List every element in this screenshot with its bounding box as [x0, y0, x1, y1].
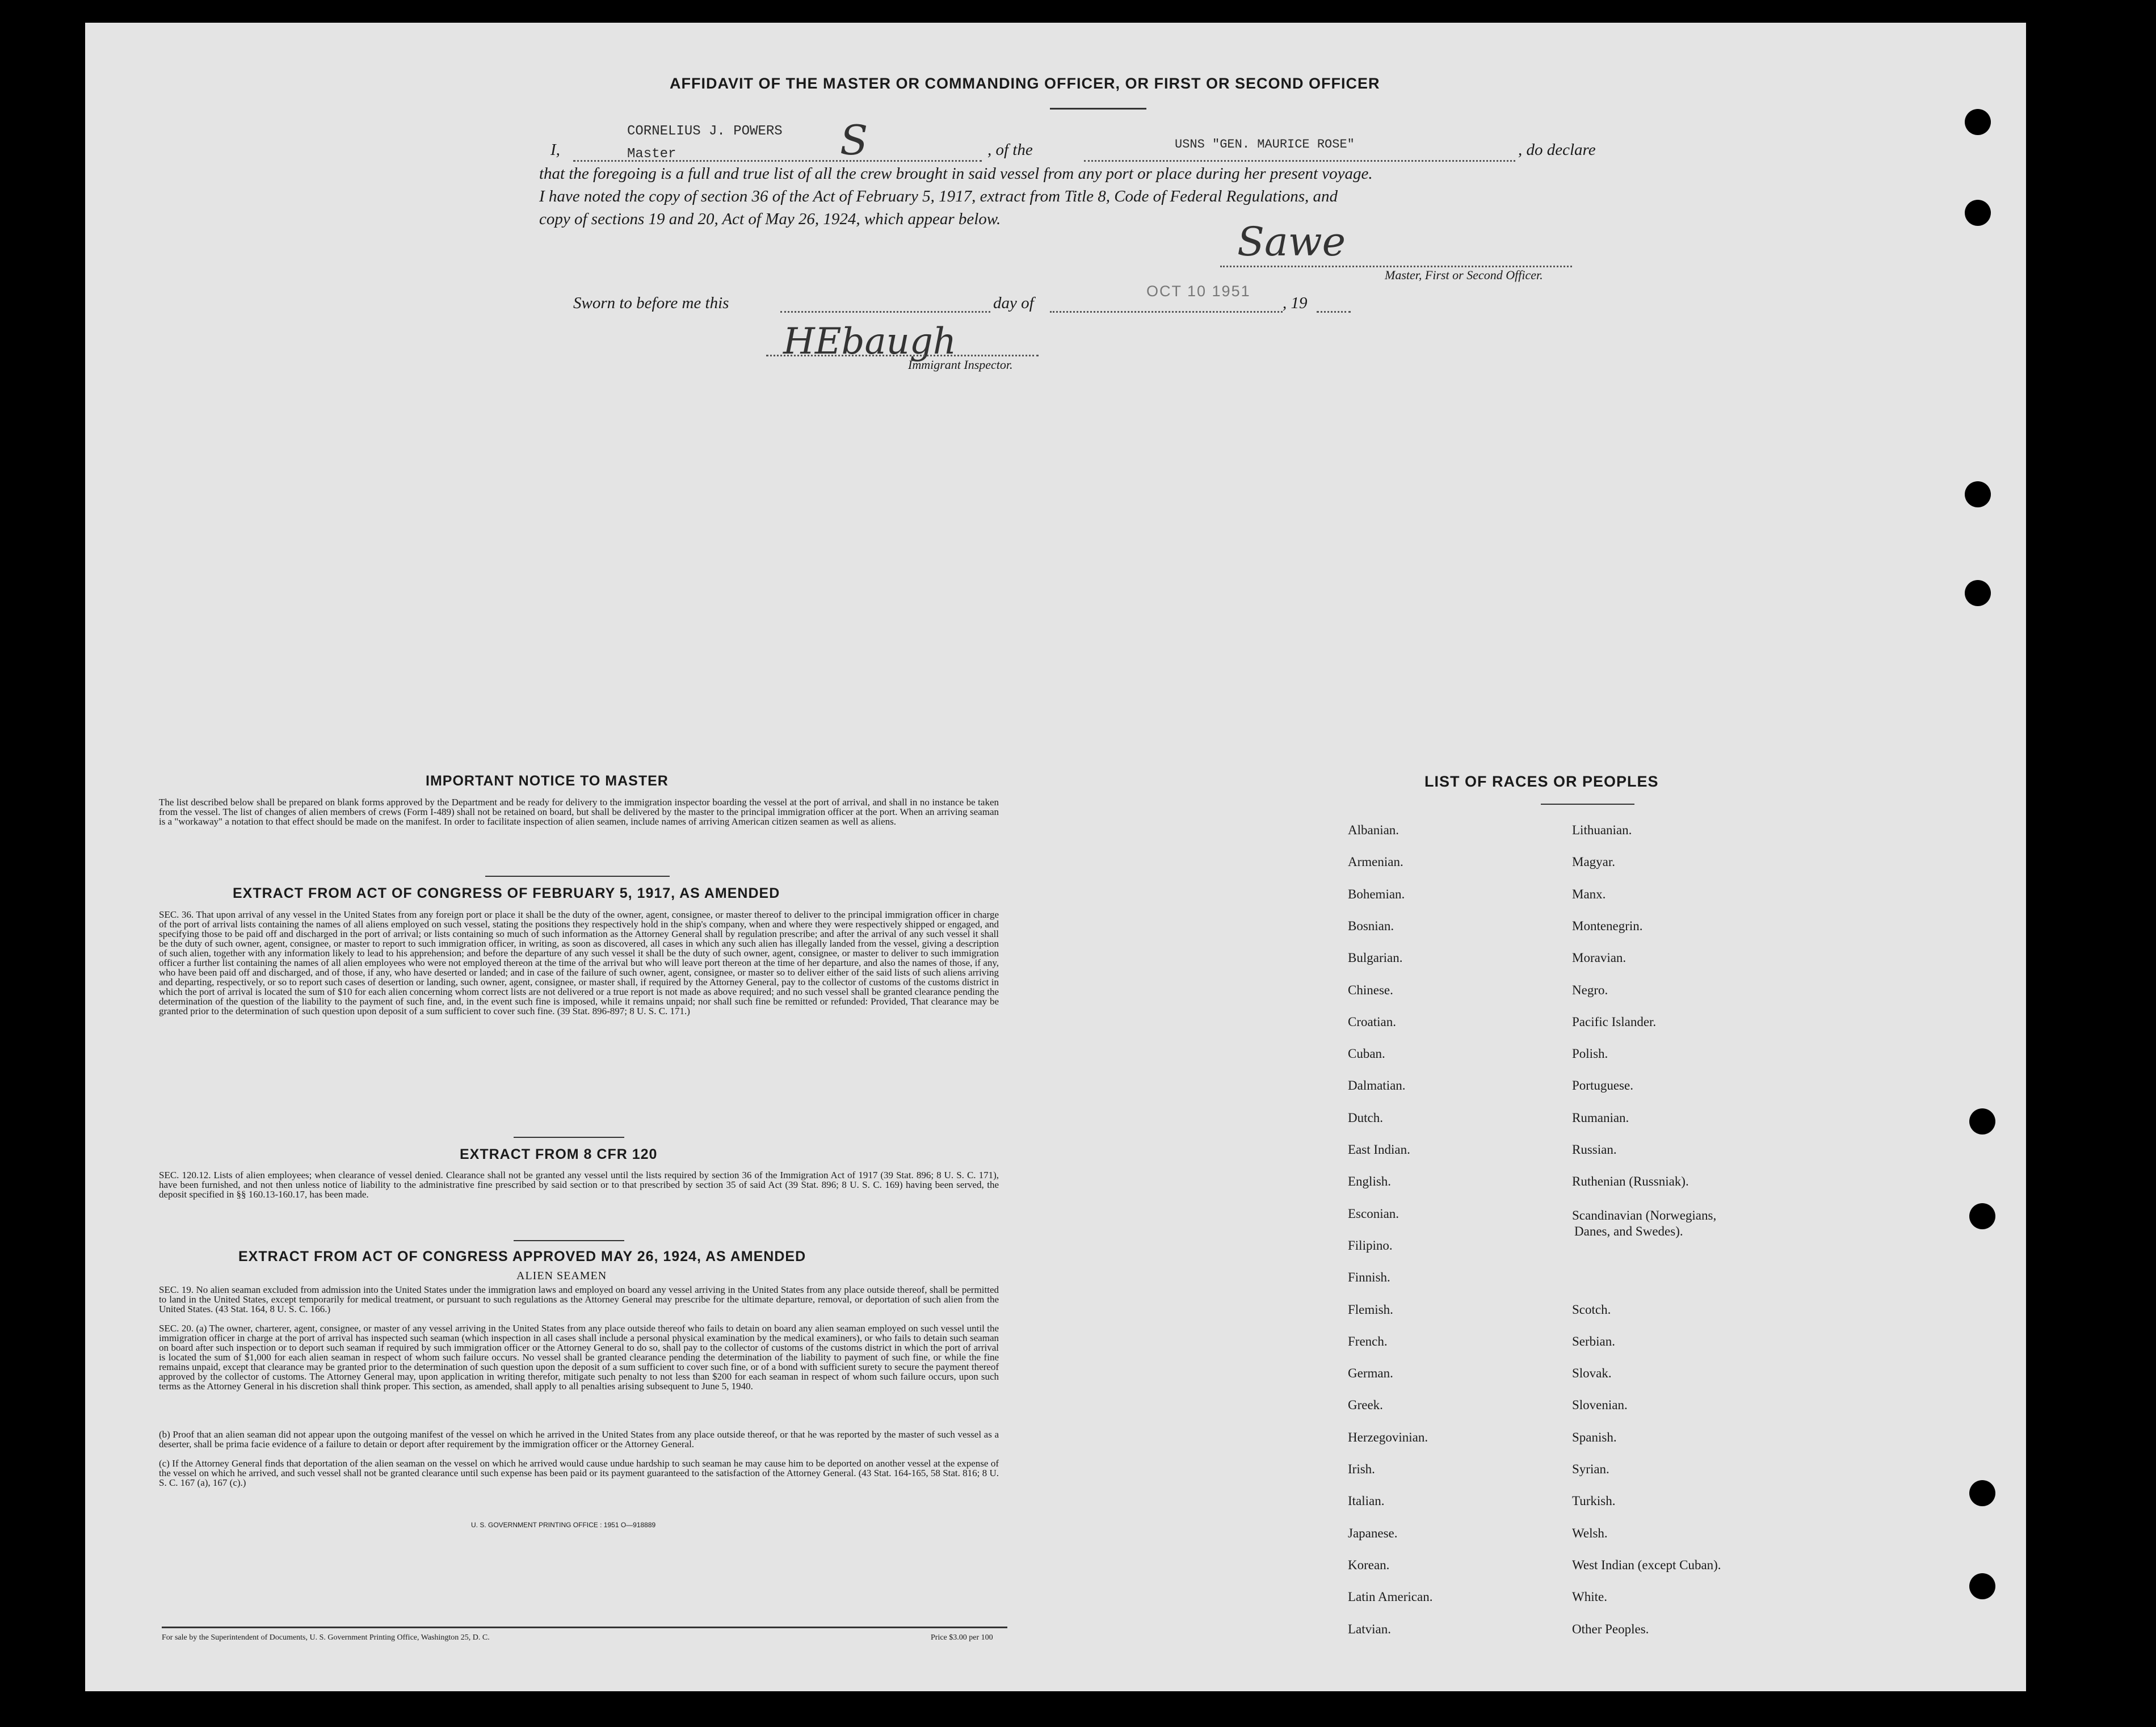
race-item: Latin American. [1348, 1590, 1433, 1604]
alien-seamen-subtitle: ALIEN SEAMEN [516, 1270, 607, 1282]
race-item: Ruthenian (Russniak). [1572, 1174, 1689, 1189]
race-item: Pacific Islander. [1572, 1014, 1657, 1029]
master-signature-line [1220, 266, 1572, 267]
sec20c-text: (c) If the Attorney General finds that deportation of the alien seaman on the vessel on which he arrived would cause undue hardship to such seaman he may cause him to be deported on another vessel at the expense of the vessel on which he arrived, and such vessel shall not be granted clearance until such expense has been paid or its payment guaranteed to the satisfaction of the Attorney General. (43 Stat. 164-165, 58 Stat. 816; 8 U. S. C. 167 (a), 167 (c).) [159, 1458, 999, 1488]
race-item: Dutch. [1348, 1110, 1383, 1125]
race-item: Dalmatian. [1348, 1078, 1406, 1093]
race-item: Bosnian. [1348, 918, 1394, 933]
binder-hole [1969, 1203, 1995, 1229]
race-item: East Indian. [1348, 1142, 1410, 1157]
extractcfr-title: EXTRACT FROM 8 CFR 120 [460, 1146, 658, 1162]
race-item: Other Peoples. [1572, 1621, 1649, 1636]
race-item: Manx. [1572, 886, 1606, 901]
race-item: Scandinavian (Norwegians, [1572, 1208, 1717, 1222]
race-item: Slovak. [1572, 1366, 1612, 1381]
inspector-caption: Immigrant Inspector. [908, 358, 1013, 372]
binder-hole [1969, 1480, 1995, 1506]
affidavit-line1: that the foregoing is a full and true list of all the crew brought in said vessel from any port or place during her present voyage. [539, 165, 1373, 183]
race-item: Lithuanian. [1572, 823, 1632, 837]
race-item: White. [1572, 1590, 1607, 1604]
date-stamp: OCT 10 1951 [1146, 283, 1251, 300]
extract1924-title: EXTRACT FROM ACT OF CONGRESS APPROVED MAY 26, 1924, AS AMENDED [238, 1249, 806, 1264]
do-declare-text: , do declare [1518, 141, 1596, 159]
race-item: Bulgarian. [1348, 951, 1403, 965]
race-item: Russian. [1572, 1142, 1617, 1157]
race-item: Spanish. [1572, 1430, 1617, 1444]
race-item: Greek. [1348, 1398, 1383, 1413]
footer-rule [162, 1627, 1007, 1628]
notice-title: IMPORTANT NOTICE TO MASTER [426, 773, 669, 789]
race-item: Montenegrin. [1572, 918, 1643, 933]
race-item: Latvian. [1348, 1621, 1391, 1636]
binder-hole [1969, 1108, 1995, 1134]
race-item: Scotch. [1572, 1302, 1611, 1317]
footer-sale: For sale by the Superintendent of Documents, U. S. Government Printing Office, Washington 25, D. C. [162, 1633, 490, 1642]
race-item: Armenian. [1348, 855, 1403, 869]
footer-price: Price $3.00 per 100 [931, 1633, 993, 1642]
binder-hole [1969, 1573, 1995, 1599]
binder-hole [1965, 200, 1991, 226]
race-item: Rumanian. [1572, 1110, 1629, 1125]
sec20a-text: SEC. 20. (a) The owner, charterer, agent, consignee, or master of any vessel arriving in the United States from any place outside thereof who fails to detain on board any alien seaman employed on such vessel until the immigration officer in charge at the port of arrival has inspected such seaman (which inspection in all cases shall include a personal physical examination by the medical examiners), or who fails to detain such seaman on board after such inspection or to deport such seaman if required by such immigration officer or the Attorney General to do so, shall pay to the collector of customs of the customs district in which the port of arrival is located the sum of $1,000 for each alien seaman in respect of whom such failure occurs. No vessel shall be granted clearance pending the determination of the liability to payment of such fine, or while the fine remains unpaid, except that clearance may be granted prior to the determination of such question upon the deposit of a sum sufficient to cover such fine, or of a bond with sufficient surety to secure the payment thereof approved by the collector of customs. The Attorney General may, upon application in writing therefor, mitigate such penalty to not less than $200 for each seaman in respect of whom such failure occurs, upon such terms as the Attorney General in his discretion shall think proper. This section, as amended, shall apply to all penalties arising subsequent to June 5, 1940. [159, 1323, 999, 1392]
master-name: CORNELIUS J. POWERS [627, 124, 783, 139]
race-item: Croatian. [1348, 1014, 1396, 1029]
binder-hole [1965, 580, 1991, 606]
extract1917-title: EXTRACT FROM ACT OF CONGRESS OF FEBRUARY 5, 1917, AS AMENDED [233, 885, 780, 901]
race-item: Japanese. [1348, 1526, 1398, 1540]
sworn-day-line [780, 311, 990, 313]
race-item: French. [1348, 1334, 1388, 1348]
master-signature: Sawe [1237, 218, 1346, 265]
master-signature-initial: S [840, 116, 868, 164]
race-item: Korean. [1348, 1557, 1390, 1572]
race-item: Flemish. [1348, 1302, 1393, 1317]
inspector-signature-line [766, 355, 1039, 356]
notice-text: The list described below shall be prepared on blank forms approved by the Department and be ready for delivery to the immigration inspector boarding the vessel at the port of arrival, and shall in no instance be taken from the vessel. The list of changes of alien members of crews (Form I-489) shall not be retained on board, but shall be delivered by the master to the principal immigration officer at the port. When an arriving seaman is a "workaway" a notation to that effect should be made on the manifest. In order to facilitate inspection of alien seamen, include names of arriving American citizen seamen as well as aliens. [159, 797, 999, 827]
race-item: Danes, and Swedes). [1574, 1224, 1683, 1238]
year-text: , 19 [1283, 294, 1308, 312]
race-item: Filipino. [1348, 1238, 1393, 1253]
year-line [1317, 311, 1351, 313]
title-rule [1050, 108, 1146, 110]
binder-hole [1965, 109, 1991, 135]
rule-1 [485, 876, 670, 877]
affidavit-title: AFFIDAVIT OF THE MASTER OR COMMANDING OFFICER, OR FIRST OR SECOND OFFICER [670, 75, 1380, 92]
affidavit-line3: copy of sections 19 and 20, Act of May 26, 1924, which appear below. [539, 210, 1001, 228]
races-title: LIST OF RACES OR PEOPLES [1424, 773, 1659, 790]
day-of-text: day of [993, 294, 1034, 312]
race-item: English. [1348, 1174, 1392, 1189]
races-rule [1541, 804, 1634, 805]
race-item: Italian. [1348, 1494, 1385, 1509]
extract1917-text: SEC. 36. That upon arrival of any vessel in the United States from any foreign port or place it shall be the duty of the owner, agent, consignee, or master thereof to deliver to the principal immigration officer in charge of the port of arrival lists containing the names of all aliens employed on such vessel, stating the positions they respectively hold in the ship's company, when and where they were respectively shipped or engaged, and specifying those to be paid off and discharged in the port of arrival; or lists containing so much of such information as the Attorney General shall by regulation prescribe; and after the arrival of any such vessel it shall be the duty of such owner, agent, consignee, or master to report to such immigration officer, in writing, as soon as discovered, all cases in which any such alien has illegally landed from the vessel, giving a description of such alien, together with any information likely to lead to his apprehension; and before the departure of any such vessel it shall be the duty of such owner, agent, consignee, or master to deliver to such immigration officer a further list containing the names of all alien employees who were not employed thereon at the time of the arrival but who will leave port thereon at the time of her departure, and also the names of those, if any, who have been paid off and discharged, and of those, if any, who have deserted or landed; and in case of the failure of such owner, agent, consignee, or master so to deliver either of the said lists of such aliens arriving and departing, respectively, or so to report such cases of desertion or landing, such owner, agent, consignee, or master shall, if required by the Attorney General, pay to the collector of customs of the customs district in which the port of arrival is located the sum of $10 for each alien concerning whom correct lists are not delivered or a true report is not made as above required; and no such vessel shall be granted clearance pending the determination of the question of the liability to the payment of such fine, and, in the event such fine is imposed, while it remains unpaid; nor shall such fine be remitted or refunded: Provided, That clearance may be granted prior to the determination of such question upon deposit of a sum sufficient to cover such fine. (39 Stat. 896-897; 8 U. S. C. 171.) [159, 909, 999, 1016]
race-item: Slovenian. [1572, 1398, 1628, 1413]
race-item: Portuguese. [1572, 1078, 1633, 1093]
race-item: Welsh. [1572, 1526, 1608, 1540]
sworn-text: Sworn to before me this [573, 294, 729, 312]
race-item: Albanian. [1348, 823, 1399, 837]
sworn-month-line [1050, 311, 1283, 313]
rule-2 [514, 1137, 624, 1138]
master-caption: Master, First or Second Officer. [1385, 268, 1543, 282]
race-item: Negro. [1572, 982, 1608, 997]
master-rank: Master [627, 146, 676, 162]
race-item: Turkish. [1572, 1494, 1616, 1509]
race-item: Herzegovinian. [1348, 1430, 1428, 1444]
vessel-line [1084, 160, 1515, 162]
race-item: Syrian. [1572, 1462, 1609, 1476]
race-item: West Indian (except Cuban). [1572, 1557, 1721, 1572]
race-item: Esconian. [1348, 1206, 1399, 1221]
binder-hole [1965, 481, 1991, 507]
race-item: Chinese. [1348, 982, 1393, 997]
race-item: Finnish. [1348, 1270, 1390, 1285]
race-item: Serbian. [1572, 1334, 1616, 1348]
inspector-signature: HEbaugh [783, 321, 957, 363]
rule-3 [514, 1240, 624, 1241]
race-item: Polish. [1572, 1047, 1608, 1061]
extractcfr-text: SEC. 120.12. Lists of alien employees; when clearance of vessel denied. Clearance shall not be granted any vessel until the lists required by section 36 of the Immigration Act of 1917 (39 Stat. 896; 8 U. S. C. 171), have been furnished, and not then unless notice of liability to the administrative fine prescribed by said section or to that prescribed by section 35 of said Act (39 Stat. 896; 8 U. S. C. 169) having been served, the deposit specified in §§ 160.13-160.17, has been made. [159, 1170, 999, 1200]
race-item: Moravian. [1572, 951, 1627, 965]
printing-office-line: U. S. GOVERNMENT PRINTING OFFICE : 1951 O—918889 [471, 1521, 656, 1529]
race-item: Bohemian. [1348, 886, 1405, 901]
race-item: Irish. [1348, 1462, 1375, 1476]
sec19-text: SEC. 19. No alien seaman excluded from admission into the United States under the immigration laws and employed on board any vessel arriving in the United States from any place outside thereof, shall be permitted to land in the United States, except temporarily for medical treatment, or pursuant to such regulations as the Attorney General may prescribe for the ultimate departure, removal, or deportation of such alien from the United States. (43 Stat. 164, 8 U. S. C. 166.) [159, 1284, 999, 1314]
race-item: Magyar. [1572, 855, 1616, 869]
affidavit-i: I, [550, 141, 560, 159]
sec20b-text: (b) Proof that an alien seaman did not appear upon the outgoing manifest of the vessel on which he arrived in the United States from any place outside thereof, or that he was reported by the master of such vessel as a deserter, shall be prima facie evidence of a failure to detain or deport after requirement by the immigration officer or the Attorney General. [159, 1429, 999, 1449]
race-item: Cuban. [1348, 1047, 1385, 1061]
affidavit-line2: I have noted the copy of section 36 of the Act of February 5, 1917, extract from Title 8, Code of Federal Regulations, and [539, 187, 1338, 205]
race-item: German. [1348, 1366, 1393, 1381]
vessel-name: USNS "GEN. MAURICE ROSE" [1175, 137, 1355, 152]
form-page [85, 23, 2026, 1691]
of-the-text: , of the [987, 141, 1033, 159]
